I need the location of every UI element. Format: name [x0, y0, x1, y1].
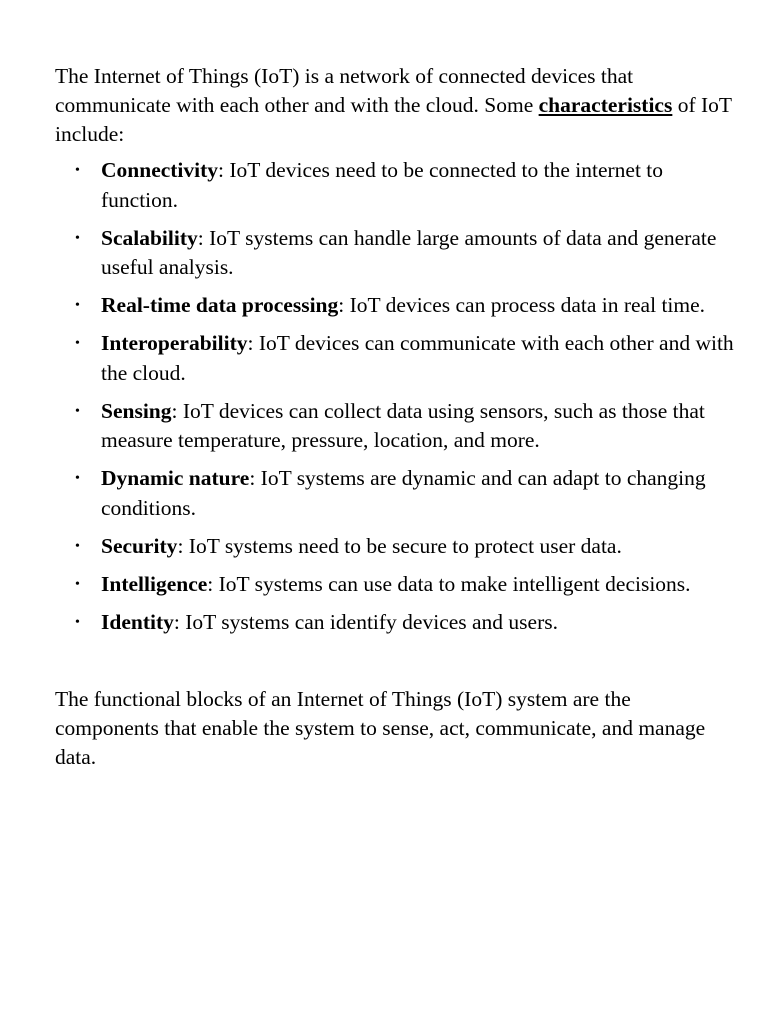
list-item — [55, 156, 738, 215]
characteristics-list — [55, 156, 738, 637]
list-item — [55, 224, 738, 283]
list-item — [55, 570, 738, 600]
bullet-icon: • — [75, 471, 80, 486]
list-item-term: Interoperability — [101, 331, 248, 355]
bullet-icon: • — [75, 614, 80, 630]
bullet-icon: • — [75, 538, 80, 554]
list-item-desc: : IoT devices can communicate with each other and with the cloud. — [101, 331, 734, 385]
intro-text-before: The Internet of Things (IoT) is a network of connected devices that communicate with each other and with the cloud. Some — [55, 64, 634, 117]
list-item-term: Security — [101, 533, 178, 558]
list-item-term: Dynamic nature — [101, 466, 250, 490]
list-item — [55, 608, 738, 638]
list-item-desc: : IoT devices can process data in real time. — [338, 293, 706, 317]
list-item-desc: : IoT systems need to be secure to protect user data. — [177, 533, 622, 558]
list-item — [55, 397, 738, 456]
list-item — [55, 532, 738, 562]
bullet-icon: • — [75, 336, 80, 351]
list-item — [55, 291, 738, 321]
list-item-term: Connectivity — [101, 158, 219, 182]
list-item-desc: : IoT systems can identify devices and users. — [173, 609, 558, 634]
list-item-desc: : IoT devices need to be connected to the internet to function. — [101, 158, 664, 212]
bullet-icon: • — [75, 576, 80, 592]
list-item — [55, 464, 738, 523]
list-item — [55, 329, 738, 388]
list-item-desc: : IoT systems are dynamic and can adapt to changing conditions. — [101, 466, 706, 520]
bullet-icon: • — [75, 298, 80, 313]
list-item-term: Scalability — [101, 225, 198, 250]
list-item-term: Intelligence — [101, 571, 208, 596]
list-item-term: Sensing — [101, 398, 172, 423]
list-item-desc: : IoT systems can use data to make intelligent decisions. — [207, 571, 691, 596]
intro-text-after: of IoT include: — [55, 93, 732, 146]
characteristics-link[interactable]: characteristics — [538, 93, 673, 117]
bullet-icon: • — [75, 403, 80, 419]
intro-paragraph — [55, 62, 738, 149]
list-item-desc: : IoT devices can collect data using sensors, such as those that measure temperature, pressure, location, and more. — [101, 398, 705, 452]
list-item-desc: : IoT systems can handle large amounts of data and generate useful analysis. — [101, 225, 717, 279]
list-item-term: Real-time data processing — [101, 293, 339, 317]
list-item-term: Identity — [101, 609, 174, 634]
bullet-icon: • — [75, 230, 80, 246]
closing-paragraph: The functional blocks of an Internet of Things (IoT) system are the components that enable the system to sense, act, communicate, and manage data. — [55, 687, 706, 769]
bullet-icon: • — [75, 163, 80, 178]
